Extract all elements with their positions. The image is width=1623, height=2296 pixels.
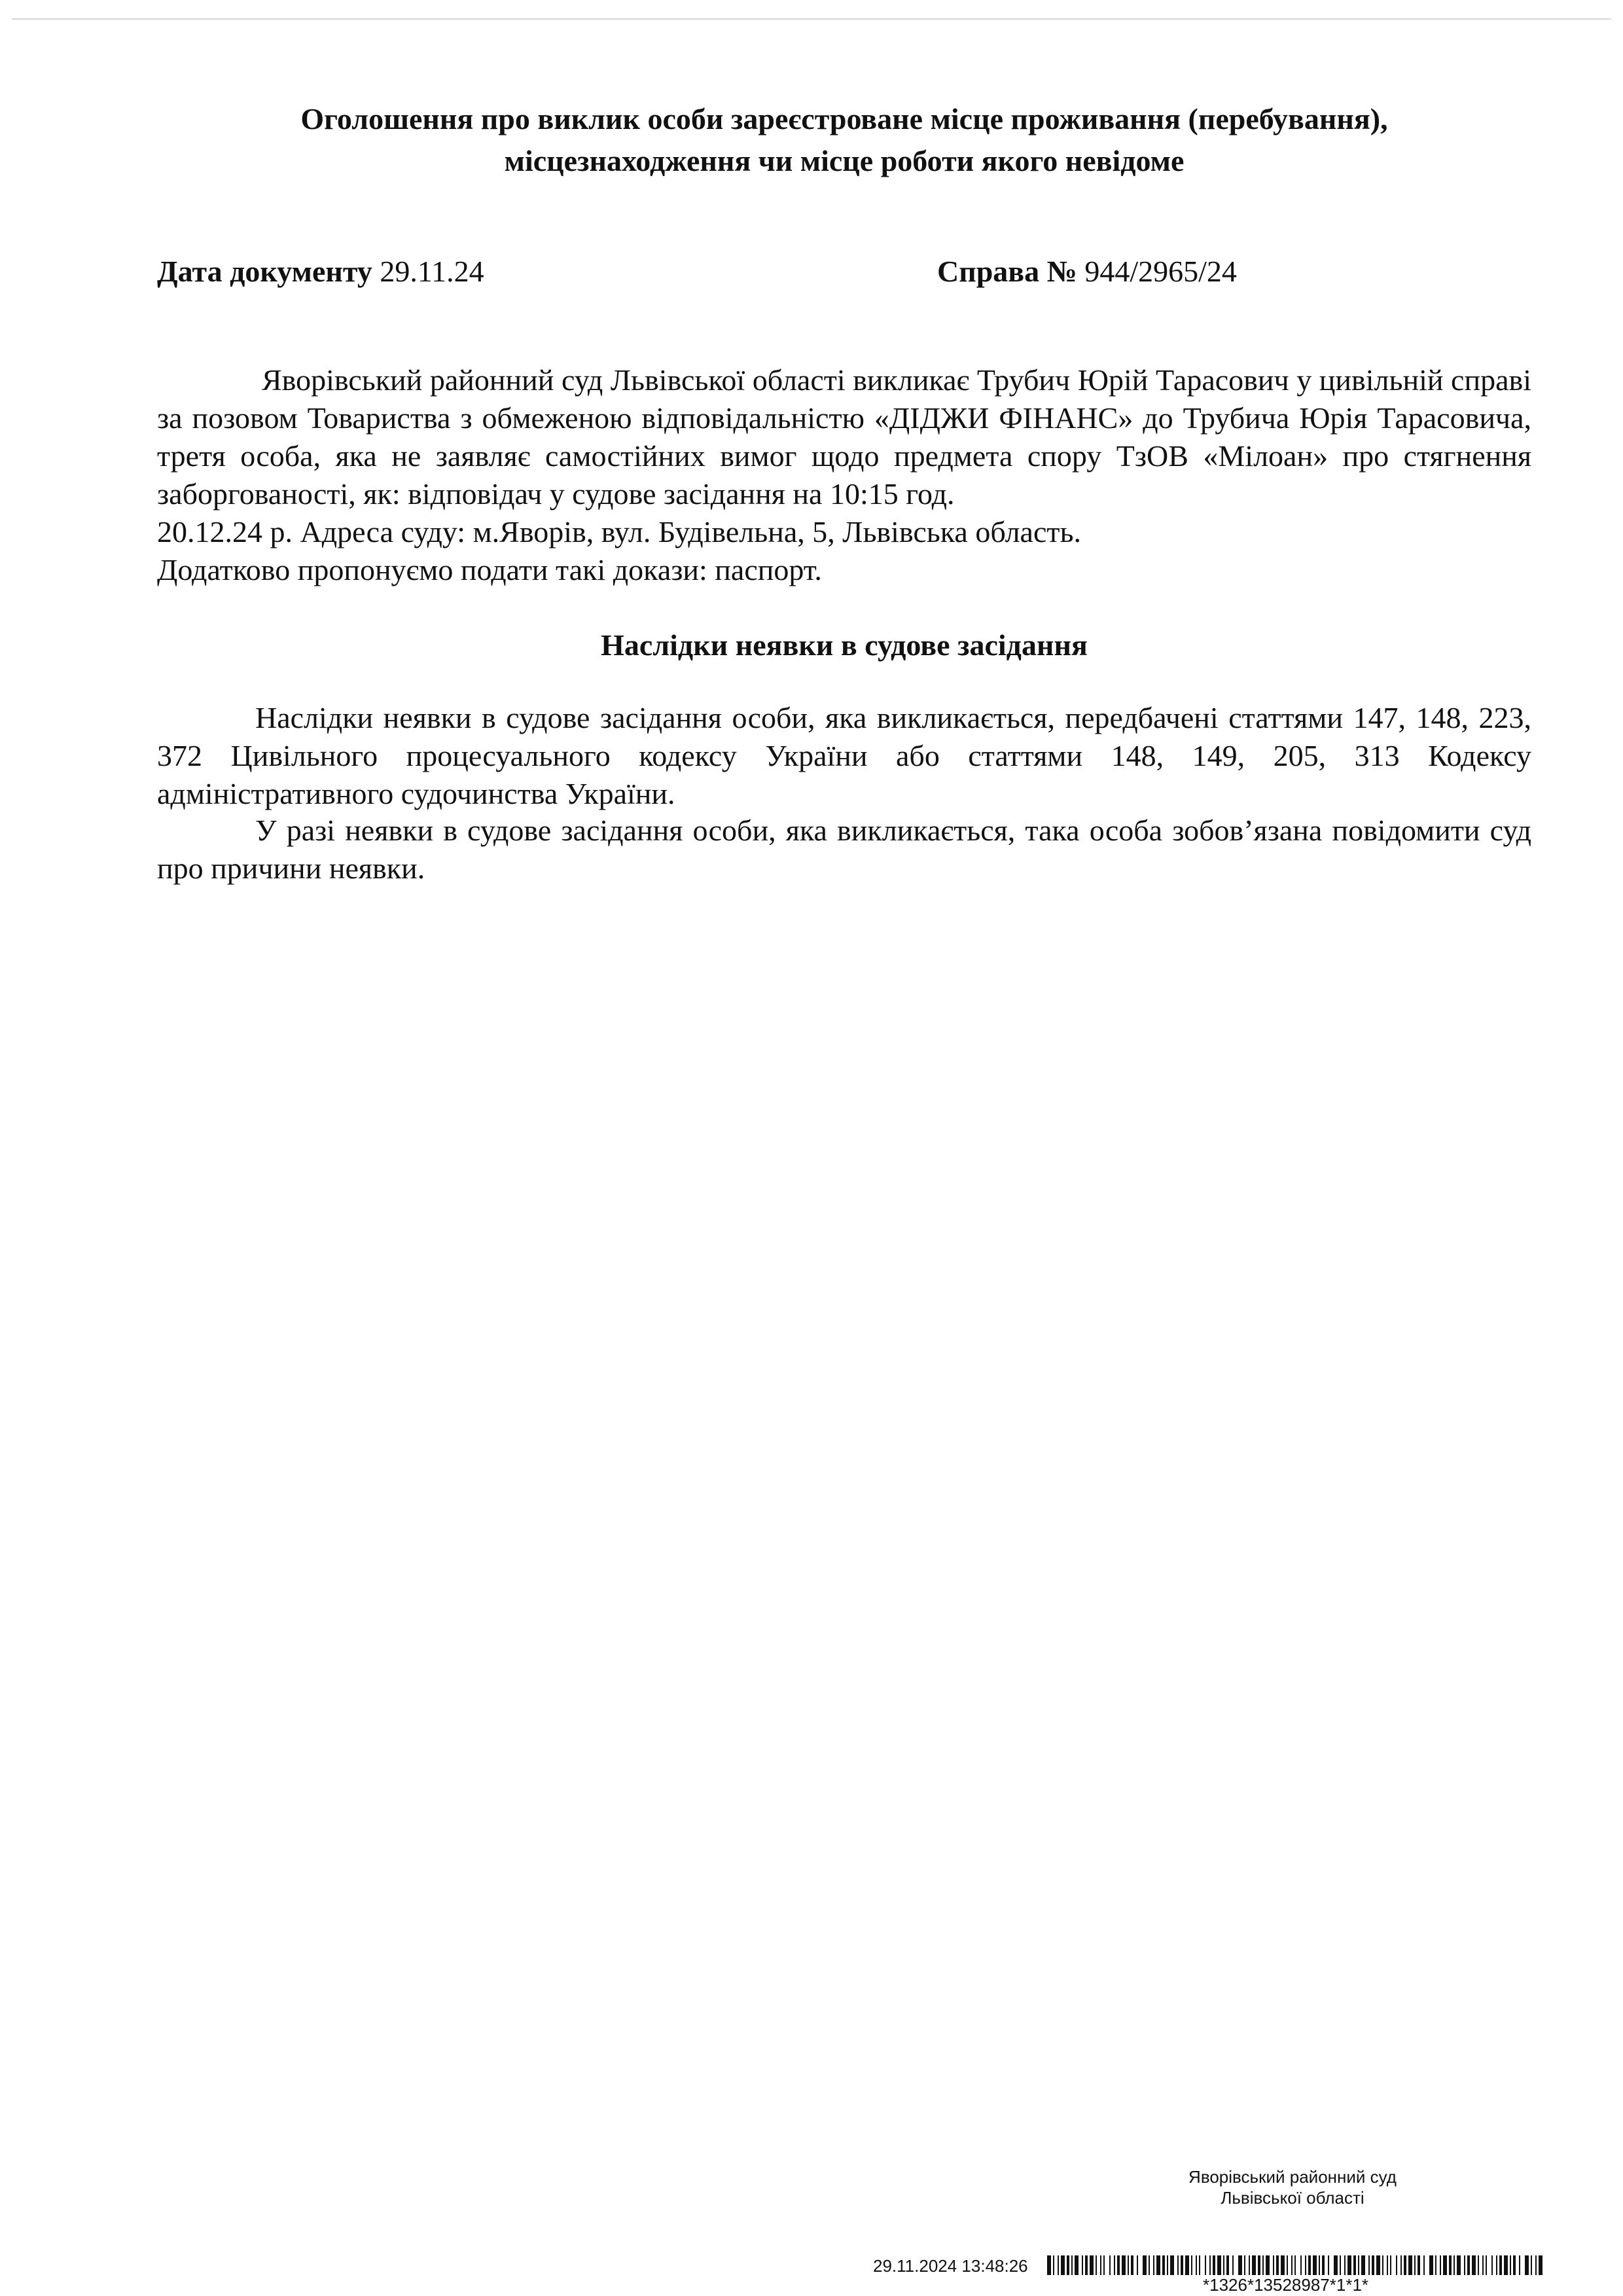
barcode-bar [1414, 2255, 1416, 2275]
barcode-bar [1482, 2255, 1484, 2275]
barcode-bar [1496, 2255, 1497, 2275]
barcode-bar [1258, 2255, 1260, 2275]
barcode-bar [1162, 2255, 1165, 2275]
court-stamp [1185, 2166, 1400, 2208]
barcode-bar [1287, 2255, 1288, 2275]
barcode-bar [1418, 2255, 1420, 2275]
barcode-bar [1449, 2255, 1452, 2275]
court-stamp-line-1: Яворівський районний суд [1188, 2167, 1397, 2187]
barcode-bar [1191, 2255, 1192, 2275]
summons-paragraph [157, 361, 1531, 589]
barcode-bar [1196, 2255, 1197, 2275]
barcode-bar [1085, 2255, 1088, 2275]
barcode-bar [1137, 2255, 1138, 2275]
barcode-bar [1472, 2255, 1476, 2275]
barcode-bar [1535, 2255, 1537, 2275]
case-number-value: 944/2965/24 [1084, 255, 1237, 288]
summons-main-text: Яворівський районний суд Львівської області викликає Трубич Юрій Тарасович у цивільній справі за позовом Товариства з обмеженою відповідальністю «ДІДЖИ ФІНАНС» до Трубича Юрія Тарасовича, третя особа, яка не заявляє самостійних вимог щодо предмета спору ТзОВ «Мілоан» про стягнення заборгованості, як: відповідач у судове засідання на 10:15 год. [157, 363, 1531, 511]
barcode-bar [1328, 2255, 1329, 2275]
barcode-bar [1153, 2255, 1154, 2275]
barcode-bar [1170, 2255, 1174, 2275]
barcode-bar [1047, 2255, 1051, 2275]
barcode-bar [1114, 2255, 1115, 2275]
barcode-bar [1167, 2255, 1168, 2275]
barcode-bar [1276, 2255, 1279, 2275]
barcode-bar [1185, 2255, 1189, 2275]
barcode-bar [1223, 2255, 1224, 2275]
court-stamp-line-2: Львівської області [1221, 2188, 1364, 2208]
barcode-bar [1376, 2255, 1380, 2275]
barcode-bar [1128, 2255, 1129, 2275]
barcode-bar [1361, 2255, 1365, 2275]
barcode-bar [1082, 2255, 1083, 2275]
consequences-heading: Наслідки неявки в судове засідання [601, 628, 1088, 662]
stamp-datetime: 29.11.2024 13:48:26 [873, 2256, 1028, 2276]
consequences-paragraph-2: У разі неявки в судове засідання особи, яка викликається, така особа зобов’язана повідомити суд про причини неявки. [157, 814, 1531, 885]
barcode-bar [1478, 2255, 1479, 2275]
document-title-line-2: місцезнаходження чи місце роботи якого невідоме [504, 144, 1185, 177]
barcode-bar [1232, 2255, 1234, 2275]
barcode-bar [1061, 2255, 1065, 2275]
barcode-bar [1382, 2255, 1383, 2275]
barcode-bar [1457, 2255, 1461, 2275]
document-title-line-1: Оголошення про виклик особи зареєстроване місце проживання (перебування), [300, 102, 1388, 135]
barcode-bar [1249, 2255, 1250, 2275]
barcode-bar [1435, 2255, 1436, 2275]
barcode-bar [1103, 2255, 1105, 2275]
barcode-bar [1513, 2255, 1516, 2275]
barcode-bar [1067, 2255, 1069, 2275]
barcode-bar [1353, 2255, 1356, 2275]
barcode-bar [1347, 2255, 1351, 2275]
barcode-bar [1539, 2255, 1543, 2275]
barcode-bar [1396, 2255, 1397, 2275]
barcode-bar [1322, 2255, 1325, 2275]
barcode-bar [1504, 2255, 1508, 2275]
barcode-bar [1440, 2255, 1441, 2275]
barcode-bar [1199, 2255, 1200, 2275]
barcode-bar [1122, 2255, 1126, 2275]
barcode-bar [1109, 2255, 1111, 2275]
barcode-bar [1368, 2255, 1370, 2275]
barcode-bar [1090, 2255, 1094, 2275]
barcode-bar [1340, 2255, 1341, 2275]
barcode-bar [1390, 2255, 1391, 2275]
barcode-bar [1510, 2255, 1511, 2275]
barcode-bar [1291, 2255, 1293, 2275]
barcode-bar [1429, 2255, 1433, 2275]
barcode-bar [1209, 2255, 1211, 2275]
barcode-bar [1244, 2255, 1245, 2275]
document-title [157, 98, 1531, 182]
barcode-bar [1156, 2255, 1160, 2275]
barcode-bar [1096, 2255, 1097, 2275]
barcode-bar [1252, 2255, 1256, 2275]
barcode-bar [1266, 2255, 1270, 2275]
barcode-bar [1262, 2255, 1264, 2275]
barcode-bar [1181, 2255, 1183, 2275]
barcode-bar [1308, 2255, 1311, 2275]
barcode-bar [1213, 2255, 1215, 2275]
barcode-bar [1305, 2255, 1306, 2275]
barcode-bar [1075, 2255, 1079, 2275]
barcode-bar [1273, 2255, 1274, 2275]
barcode-bar [1400, 2255, 1402, 2275]
barcode-bar [1281, 2255, 1285, 2275]
barcode-bar [1319, 2255, 1320, 2275]
barcode-bar [1467, 2255, 1470, 2275]
summons-evidence-line: Додатково пропонуємо подати такі докази: паспорт. [157, 553, 822, 586]
barcode-bar [1058, 2255, 1059, 2275]
document-date-label: Дата документу [157, 255, 372, 288]
barcode-bar [1226, 2255, 1229, 2275]
barcode-bar [1486, 2255, 1487, 2275]
barcode-bar [1344, 2255, 1346, 2275]
barcode-bar [1100, 2255, 1101, 2275]
barcode-bar [1313, 2255, 1317, 2275]
barcode-bar [1372, 2255, 1374, 2275]
consequences-paragraph-1: Наслідки неявки в судове засідання особи, яка викликається, передбачені статтями 147, 148, 223, 372 Цивільного процесуального кодексу України або статтями 148, 149, 205, 313 Кодексу адміністративного судочинства України. [157, 701, 1531, 810]
barcode-bar [1053, 2255, 1054, 2275]
barcode-bar [1464, 2255, 1465, 2275]
barcode-bar [1334, 2255, 1338, 2275]
page-top-rule [12, 18, 1611, 20]
barcode-bar [1149, 2255, 1150, 2275]
barcode-bar [1238, 2255, 1242, 2275]
barcode-bar [1143, 2255, 1147, 2275]
barcode-bar [1454, 2255, 1455, 2275]
barcode-bar [1131, 2255, 1133, 2275]
barcode-bar [1408, 2255, 1412, 2275]
barcode-bar [1217, 2255, 1221, 2275]
barcode-bar [1117, 2255, 1120, 2275]
case-number-label: Справа № [937, 255, 1077, 288]
barcode-bar [1205, 2255, 1206, 2275]
case-number [937, 252, 1237, 291]
barcode-number: *1326*13528987*1*1* [1203, 2275, 1369, 2295]
barcode-bar [1358, 2255, 1359, 2275]
barcode-bar [1071, 2255, 1073, 2275]
registration-barcode [1047, 2255, 1544, 2275]
document-date-value: 29.11.24 [380, 255, 484, 288]
barcode-bar [1443, 2255, 1447, 2275]
barcode-bar [1519, 2255, 1520, 2275]
barcode-bar [1423, 2255, 1425, 2275]
barcode-bar [1404, 2255, 1406, 2275]
summons-address-line: 20.12.24 р. Адреса суду: м.Яворів, вул. Будівельна, 5, Львівська область. [157, 515, 1081, 548]
barcode-bar [1499, 2255, 1502, 2275]
barcode-bar [1294, 2255, 1296, 2275]
barcode-bar [1531, 2255, 1532, 2275]
barcode-bar [1177, 2255, 1179, 2275]
barcode-bar [1491, 2255, 1493, 2275]
barcode-bar [1300, 2255, 1302, 2275]
barcode-bar [1387, 2255, 1388, 2275]
document-date [157, 252, 484, 291]
barcode-bar [1525, 2255, 1529, 2275]
